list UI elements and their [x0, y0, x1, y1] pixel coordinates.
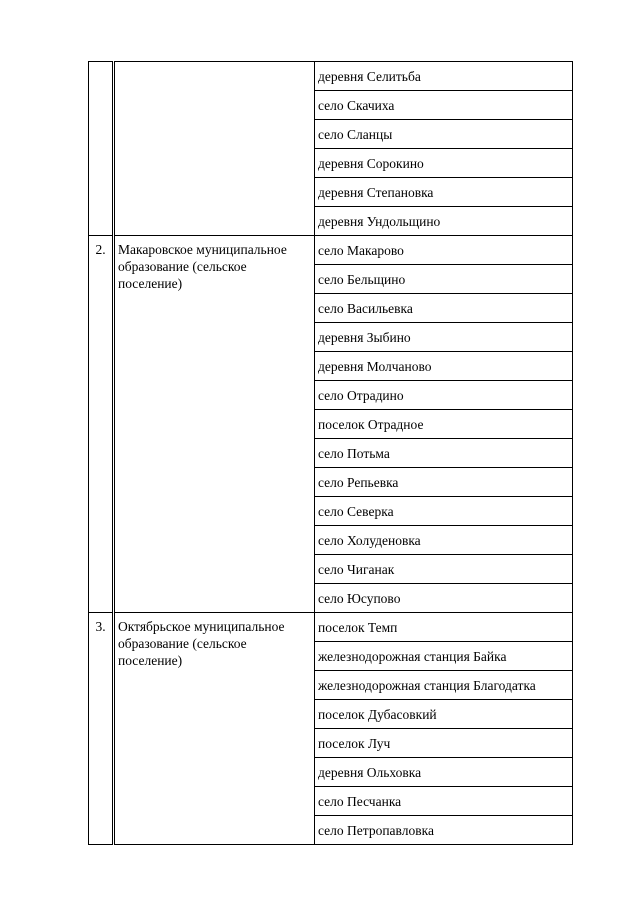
settlement-cell: деревня Степановка [315, 178, 573, 207]
settlement-cell: поселок Отрадное [315, 410, 573, 439]
settlement-cell: деревня Ольховка [315, 758, 573, 787]
settlements-table [88, 61, 573, 845]
settlement-cell: поселок Темп [315, 613, 573, 642]
settlement-cell: деревня Молчаново [315, 352, 573, 381]
settlement-cell: село Скачиха [315, 91, 573, 120]
settlement-cell: деревня Селитьба [315, 62, 573, 91]
table-row [89, 62, 573, 91]
settlement-cell: село Чиганак [315, 555, 573, 584]
settlements-table-body [89, 62, 573, 845]
group-number-cell: 2. [89, 236, 114, 613]
settlement-cell: село Северка [315, 497, 573, 526]
settlement-cell: село Холуденовка [315, 526, 573, 555]
settlement-cell: деревня Сорокино [315, 149, 573, 178]
settlement-cell: деревня Ундольщино [315, 207, 573, 236]
settlement-cell: железнодорожная станция Байка [315, 642, 573, 671]
settlement-cell: деревня Зыбино [315, 323, 573, 352]
settlement-cell: село Юсупово [315, 584, 573, 613]
group-number-cell [89, 62, 114, 236]
settlement-cell: поселок Луч [315, 729, 573, 758]
table-row [89, 613, 573, 642]
settlement-cell: село Сланцы [315, 120, 573, 149]
settlement-cell: село Потьма [315, 439, 573, 468]
settlement-cell: село Макарово [315, 236, 573, 265]
settlement-cell: село Васильевка [315, 294, 573, 323]
table-row [89, 236, 573, 265]
municipality-name-cell: Макаровское муниципальное образование (сельское поселение) [114, 236, 315, 613]
municipality-name-cell [114, 62, 315, 236]
group-number-cell: 3. [89, 613, 114, 845]
settlement-cell: село Репьевка [315, 468, 573, 497]
settlement-cell: железнодорожная станция Благодатка [315, 671, 573, 700]
settlement-cell: село Петропавловка [315, 816, 573, 845]
settlement-cell: село Песчанка [315, 787, 573, 816]
settlement-cell: поселок Дубасовкий [315, 700, 573, 729]
municipality-name-cell: Октябрьское муниципальное образование (сельское поселение) [114, 613, 315, 845]
settlement-cell: село Отрадино [315, 381, 573, 410]
settlement-cell: село Бельщино [315, 265, 573, 294]
